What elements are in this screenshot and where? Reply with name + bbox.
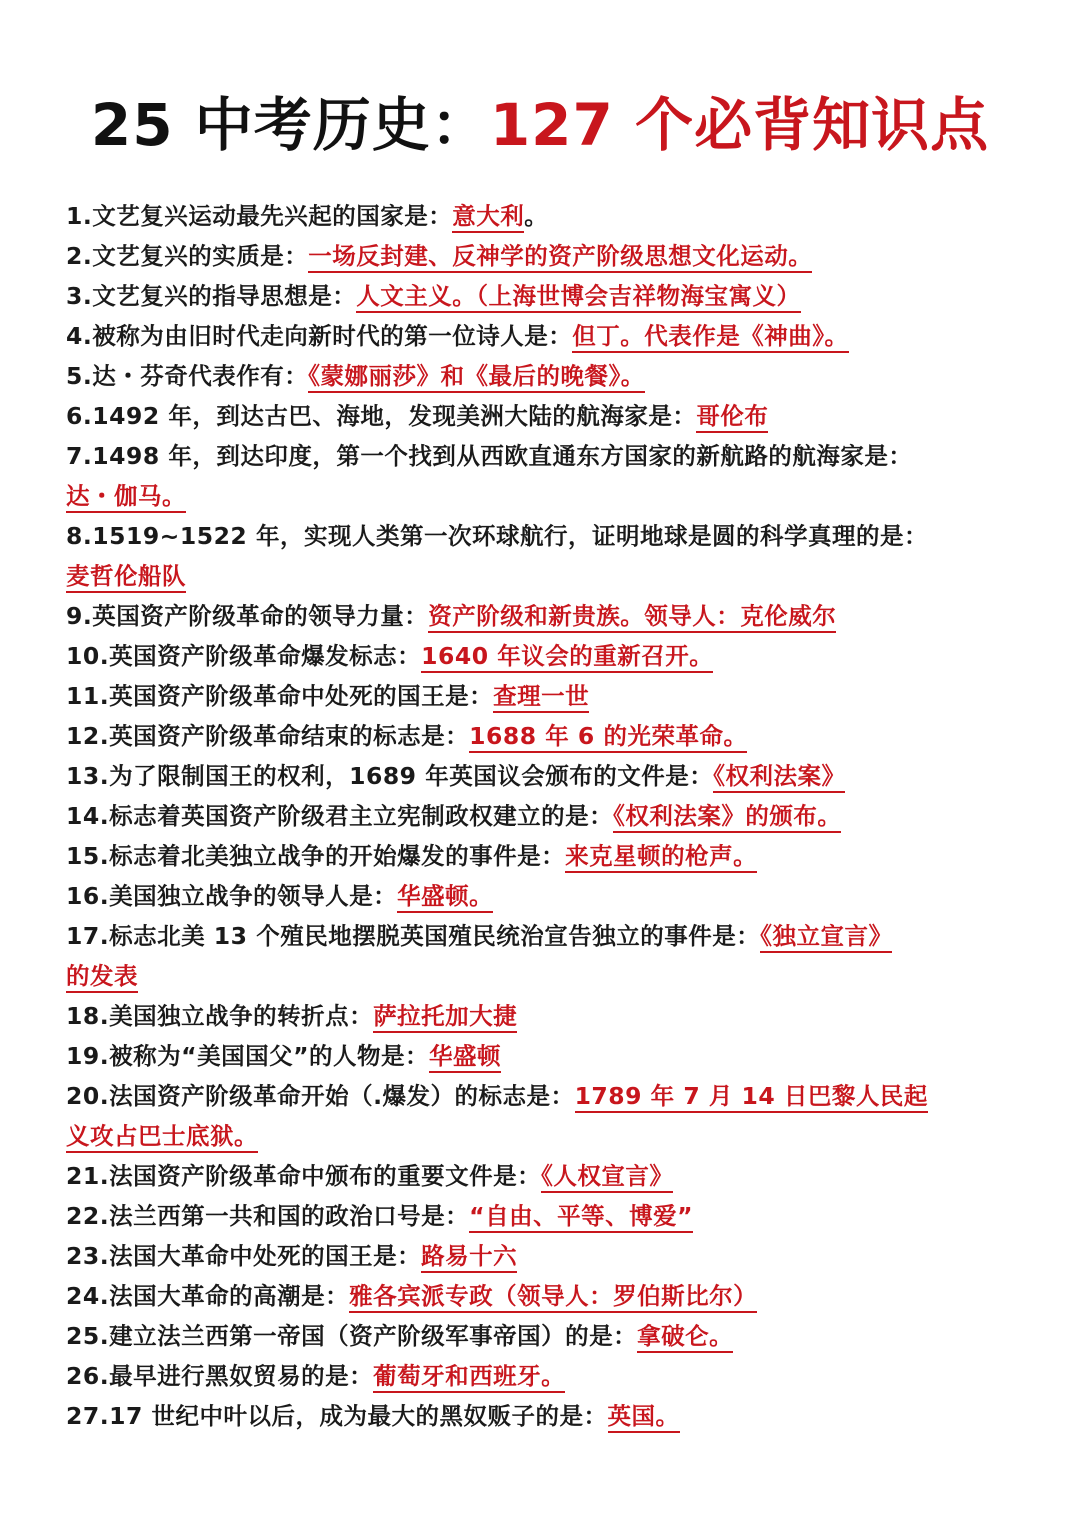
answer-text: 《蒙娜丽莎》和《最后的晚餐》。 — [308, 362, 645, 393]
answer-text: 《权利法案》的颁布。 — [613, 802, 841, 833]
answer-text: 英国。 — [608, 1402, 680, 1433]
knowledge-item — [66, 996, 1021, 1036]
knowledge-line — [66, 476, 1021, 516]
knowledge-line — [66, 236, 1021, 276]
knowledge-line — [66, 556, 1021, 596]
question-text: 19.被称为“美国国父”的人物是： — [66, 1042, 430, 1070]
answer-text: 一场反封建、反神学的资产阶级思想文化运动。 — [308, 242, 812, 273]
knowledge-item — [66, 796, 1021, 836]
question-text: 4.被称为由旧时代走向新时代的第一位诗人是： — [66, 322, 573, 350]
title-highlight: 127 个必背知识点 — [489, 91, 990, 159]
knowledge-item — [66, 1396, 1021, 1436]
knowledge-list — [66, 196, 1021, 1436]
knowledge-item — [66, 516, 1021, 596]
knowledge-line — [66, 596, 1021, 636]
knowledge-line — [66, 796, 1021, 836]
answer-text: 意大利 — [452, 202, 524, 233]
knowledge-line — [66, 516, 1021, 556]
knowledge-item — [66, 756, 1021, 796]
knowledge-line — [66, 1236, 1021, 1276]
question-text: 22.法兰西第一共和国的政治口号是： — [66, 1202, 470, 1230]
knowledge-item — [66, 1076, 1021, 1156]
answer-text: 1789 年 7 月 14 日巴黎人民起 — [575, 1082, 928, 1113]
question-text: 12.英国资产阶级革命结束的标志是： — [66, 722, 470, 750]
knowledge-line — [66, 1076, 1021, 1116]
question-text: 24.法国大革命的高潮是： — [66, 1282, 350, 1310]
answer-text: 华盛顿 — [429, 1042, 501, 1073]
knowledge-line — [66, 676, 1021, 716]
knowledge-line — [66, 1156, 1021, 1196]
page-title — [0, 88, 1080, 162]
knowledge-item — [66, 1156, 1021, 1196]
knowledge-item — [66, 916, 1021, 996]
answer-text: 1688 年 6 的光荣革命。 — [469, 722, 747, 753]
knowledge-item — [66, 436, 1021, 516]
question-text: 21.法国资产阶级革命中颁布的重要文件是： — [66, 1162, 542, 1190]
answer-text: 拿破仑。 — [637, 1322, 733, 1353]
answer-text: 义攻占巴士底狱。 — [66, 1122, 258, 1153]
knowledge-line — [66, 436, 1021, 476]
question-text: 10.英国资产阶级革命爆发标志： — [66, 642, 422, 670]
knowledge-item — [66, 396, 1021, 436]
answer-text: 哥伦布 — [696, 402, 768, 433]
knowledge-item — [66, 1356, 1021, 1396]
knowledge-line — [66, 1196, 1021, 1236]
knowledge-line — [66, 1276, 1021, 1316]
answer-text: 雅各宾派专政（领导人：罗伯斯比尔） — [349, 1282, 757, 1313]
answer-text: “自由、平等、博爱” — [469, 1202, 693, 1233]
question-text: 26.最早进行黑奴贸易的是： — [66, 1362, 374, 1390]
question-text: 1.文艺复兴运动最先兴起的国家是： — [66, 202, 453, 230]
answer-text: 《权利法案》 — [713, 762, 845, 793]
answer-text: 达・伽马。 — [66, 482, 186, 513]
knowledge-line — [66, 396, 1021, 436]
knowledge-item — [66, 876, 1021, 916]
knowledge-line — [66, 756, 1021, 796]
knowledge-line — [66, 1356, 1021, 1396]
answer-text: 《独立宣言》 — [760, 922, 892, 953]
knowledge-line — [66, 836, 1021, 876]
answer-text: 查理一世 — [493, 682, 589, 713]
answer-text: 葡萄牙和西班牙。 — [373, 1362, 565, 1393]
knowledge-item — [66, 636, 1021, 676]
knowledge-line — [66, 716, 1021, 756]
knowledge-item — [66, 1036, 1021, 1076]
answer-tail: 。 — [524, 202, 549, 230]
knowledge-line — [66, 356, 1021, 396]
knowledge-item — [66, 1236, 1021, 1276]
knowledge-item — [66, 196, 1021, 236]
knowledge-line — [66, 1316, 1021, 1356]
knowledge-item — [66, 1196, 1021, 1236]
answer-text: 1640 年议会的重新召开。 — [421, 642, 713, 673]
question-text: 2.文艺复兴的实质是： — [66, 242, 309, 270]
question-text: 27.17 世纪中叶以后，成为最大的黑奴贩子的是： — [66, 1402, 608, 1430]
knowledge-line — [66, 1036, 1021, 1076]
knowledge-line — [66, 956, 1021, 996]
knowledge-line — [66, 1396, 1021, 1436]
answer-text: 的发表 — [66, 962, 138, 993]
answer-text: 麦哲伦船队 — [66, 562, 186, 593]
answer-text: 人文主义。（上海世博会吉祥物海宝寓义） — [356, 282, 800, 313]
answer-text: 萨拉托加大捷 — [373, 1002, 517, 1033]
question-text: 17.标志北美 13 个殖民地摆脱英国殖民统治宣告独立的事件是： — [66, 922, 761, 950]
knowledge-item — [66, 316, 1021, 356]
question-text: 18.美国独立战争的转折点： — [66, 1002, 374, 1030]
knowledge-line — [66, 316, 1021, 356]
answer-text: 路易十六 — [421, 1242, 517, 1273]
answer-text: 但丁。代表作是《神曲》。 — [572, 322, 848, 353]
knowledge-line — [66, 636, 1021, 676]
knowledge-line — [66, 916, 1021, 956]
knowledge-item — [66, 676, 1021, 716]
answer-text: 华盛顿。 — [397, 882, 493, 913]
question-text: 23.法国大革命中处死的国王是： — [66, 1242, 422, 1270]
knowledge-item — [66, 1316, 1021, 1356]
question-text: 3.文艺复兴的指导思想是： — [66, 282, 357, 310]
knowledge-item — [66, 596, 1021, 636]
question-text: 7.1498 年，到达印度，第一个找到从西欧直通东方国家的新航路的航海家是： — [66, 442, 913, 470]
knowledge-line — [66, 996, 1021, 1036]
knowledge-item — [66, 836, 1021, 876]
answer-text: 《人权宣言》 — [541, 1162, 673, 1193]
question-text: 16.美国独立战争的领导人是： — [66, 882, 398, 910]
knowledge-line — [66, 276, 1021, 316]
question-text: 15.标志着北美独立战争的开始爆发的事件是： — [66, 842, 566, 870]
knowledge-item — [66, 236, 1021, 276]
question-text: 8.1519~1522 年，实现人类第一次环球航行，证明地球是圆的科学真理的是： — [66, 522, 928, 550]
title-prefix: 25 中考历史： — [90, 91, 490, 159]
question-text: 14.标志着英国资产阶级君主立宪制政权建立的是： — [66, 802, 614, 830]
knowledge-item — [66, 716, 1021, 756]
question-text: 13.为了限制国王的权利，1689 年英国议会颁布的文件是： — [66, 762, 714, 790]
knowledge-line — [66, 196, 1021, 236]
knowledge-item — [66, 1276, 1021, 1316]
knowledge-item — [66, 356, 1021, 396]
knowledge-item — [66, 276, 1021, 316]
question-text: 11.英国资产阶级革命中处死的国王是： — [66, 682, 494, 710]
answer-text: 来克星顿的枪声。 — [565, 842, 757, 873]
knowledge-line — [66, 1116, 1021, 1156]
question-text: 25.建立法兰西第一帝国（资产阶级军事帝国）的是： — [66, 1322, 638, 1350]
question-text: 9.英国资产阶级革命的领导力量： — [66, 602, 429, 630]
knowledge-line — [66, 876, 1021, 916]
question-text: 5.达・芬奇代表作有： — [66, 362, 309, 390]
question-text: 6.1492 年，到达古巴、海地，发现美洲大陆的航海家是： — [66, 402, 697, 430]
answer-text: 资产阶级和新贵族。领导人：克伦威尔 — [428, 602, 836, 633]
question-text: 20.法国资产阶级革命开始（.爆发）的标志是： — [66, 1082, 575, 1110]
